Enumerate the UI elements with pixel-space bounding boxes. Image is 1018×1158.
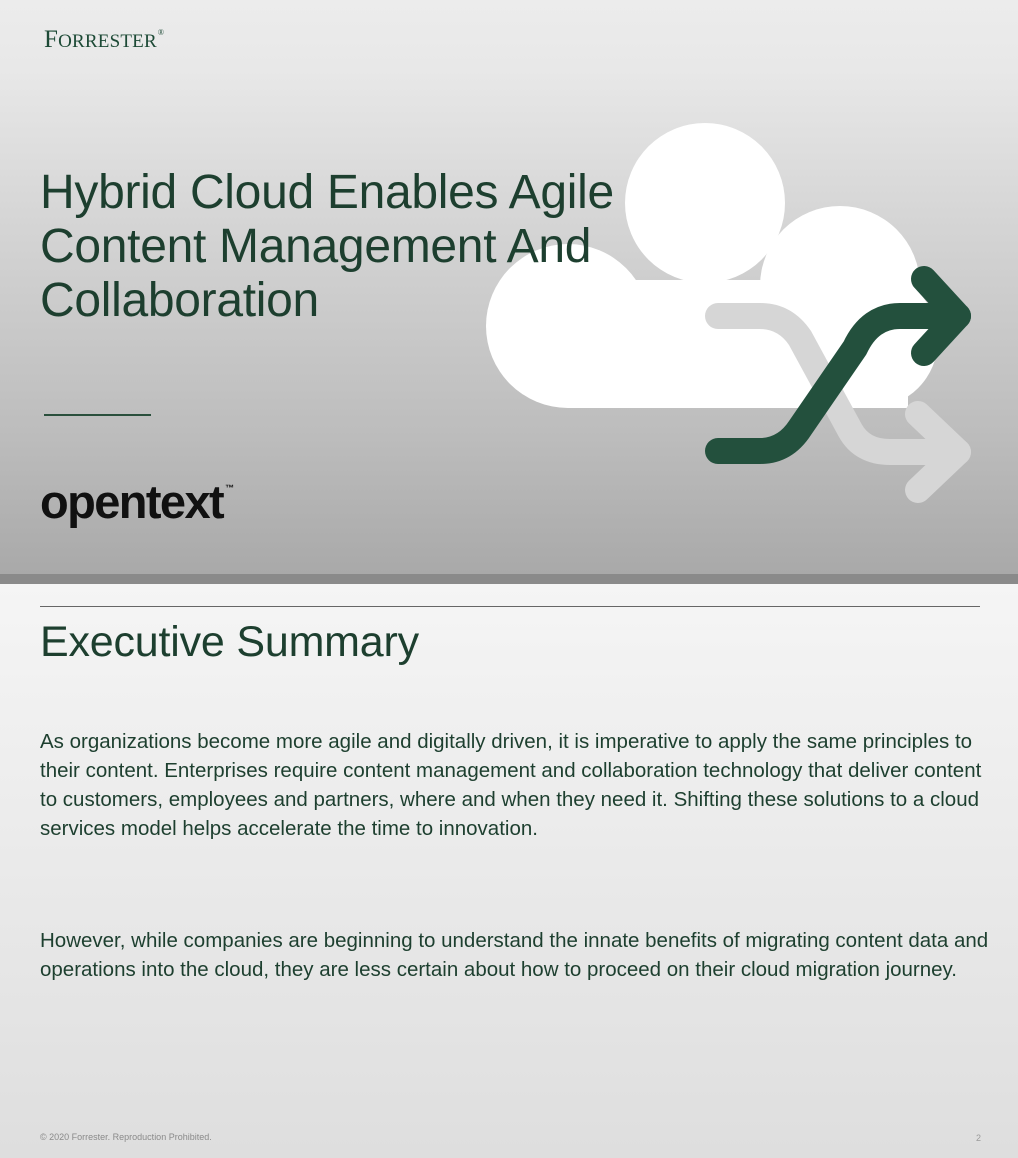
cover-section — [0, 0, 1018, 574]
report-title: Hybrid Cloud Enables Agile Content Management And Collaboration — [40, 166, 614, 327]
page-number: 2 — [975, 1133, 981, 1143]
forrester-logo: FORRESTER® — [44, 26, 165, 53]
summary-heading: Executive Summary — [40, 618, 419, 666]
summary-top-rule — [40, 606, 980, 607]
cover-divider — [0, 574, 1018, 584]
opentext-logo — [40, 475, 235, 528]
copyright-notice: © 2020 Forrester. Reproduction Prohibited. — [40, 1132, 212, 1142]
executive-summary-section — [0, 584, 1018, 1158]
summary-paragraph: As organizations become more agile and digitally driven, it is imperative to apply the same principles to their content. Enterprises require content management and collaboration technology that deliver content to customers, employees and partners, where and when they need it. Shifting these solutions to a cloud services model helps accelerate the time to innovation. — [40, 730, 982, 840]
title-underline — [44, 414, 151, 416]
trademark-symbol: ™ — [225, 483, 235, 493]
opentext-logo-text: opentext — [40, 475, 224, 528]
summary-paragraph: However, while companies are beginning to understand the innate benefits of migrating content data and operations into the cloud, they are less certain about how to proceed on their cloud migration journey. — [40, 929, 989, 981]
